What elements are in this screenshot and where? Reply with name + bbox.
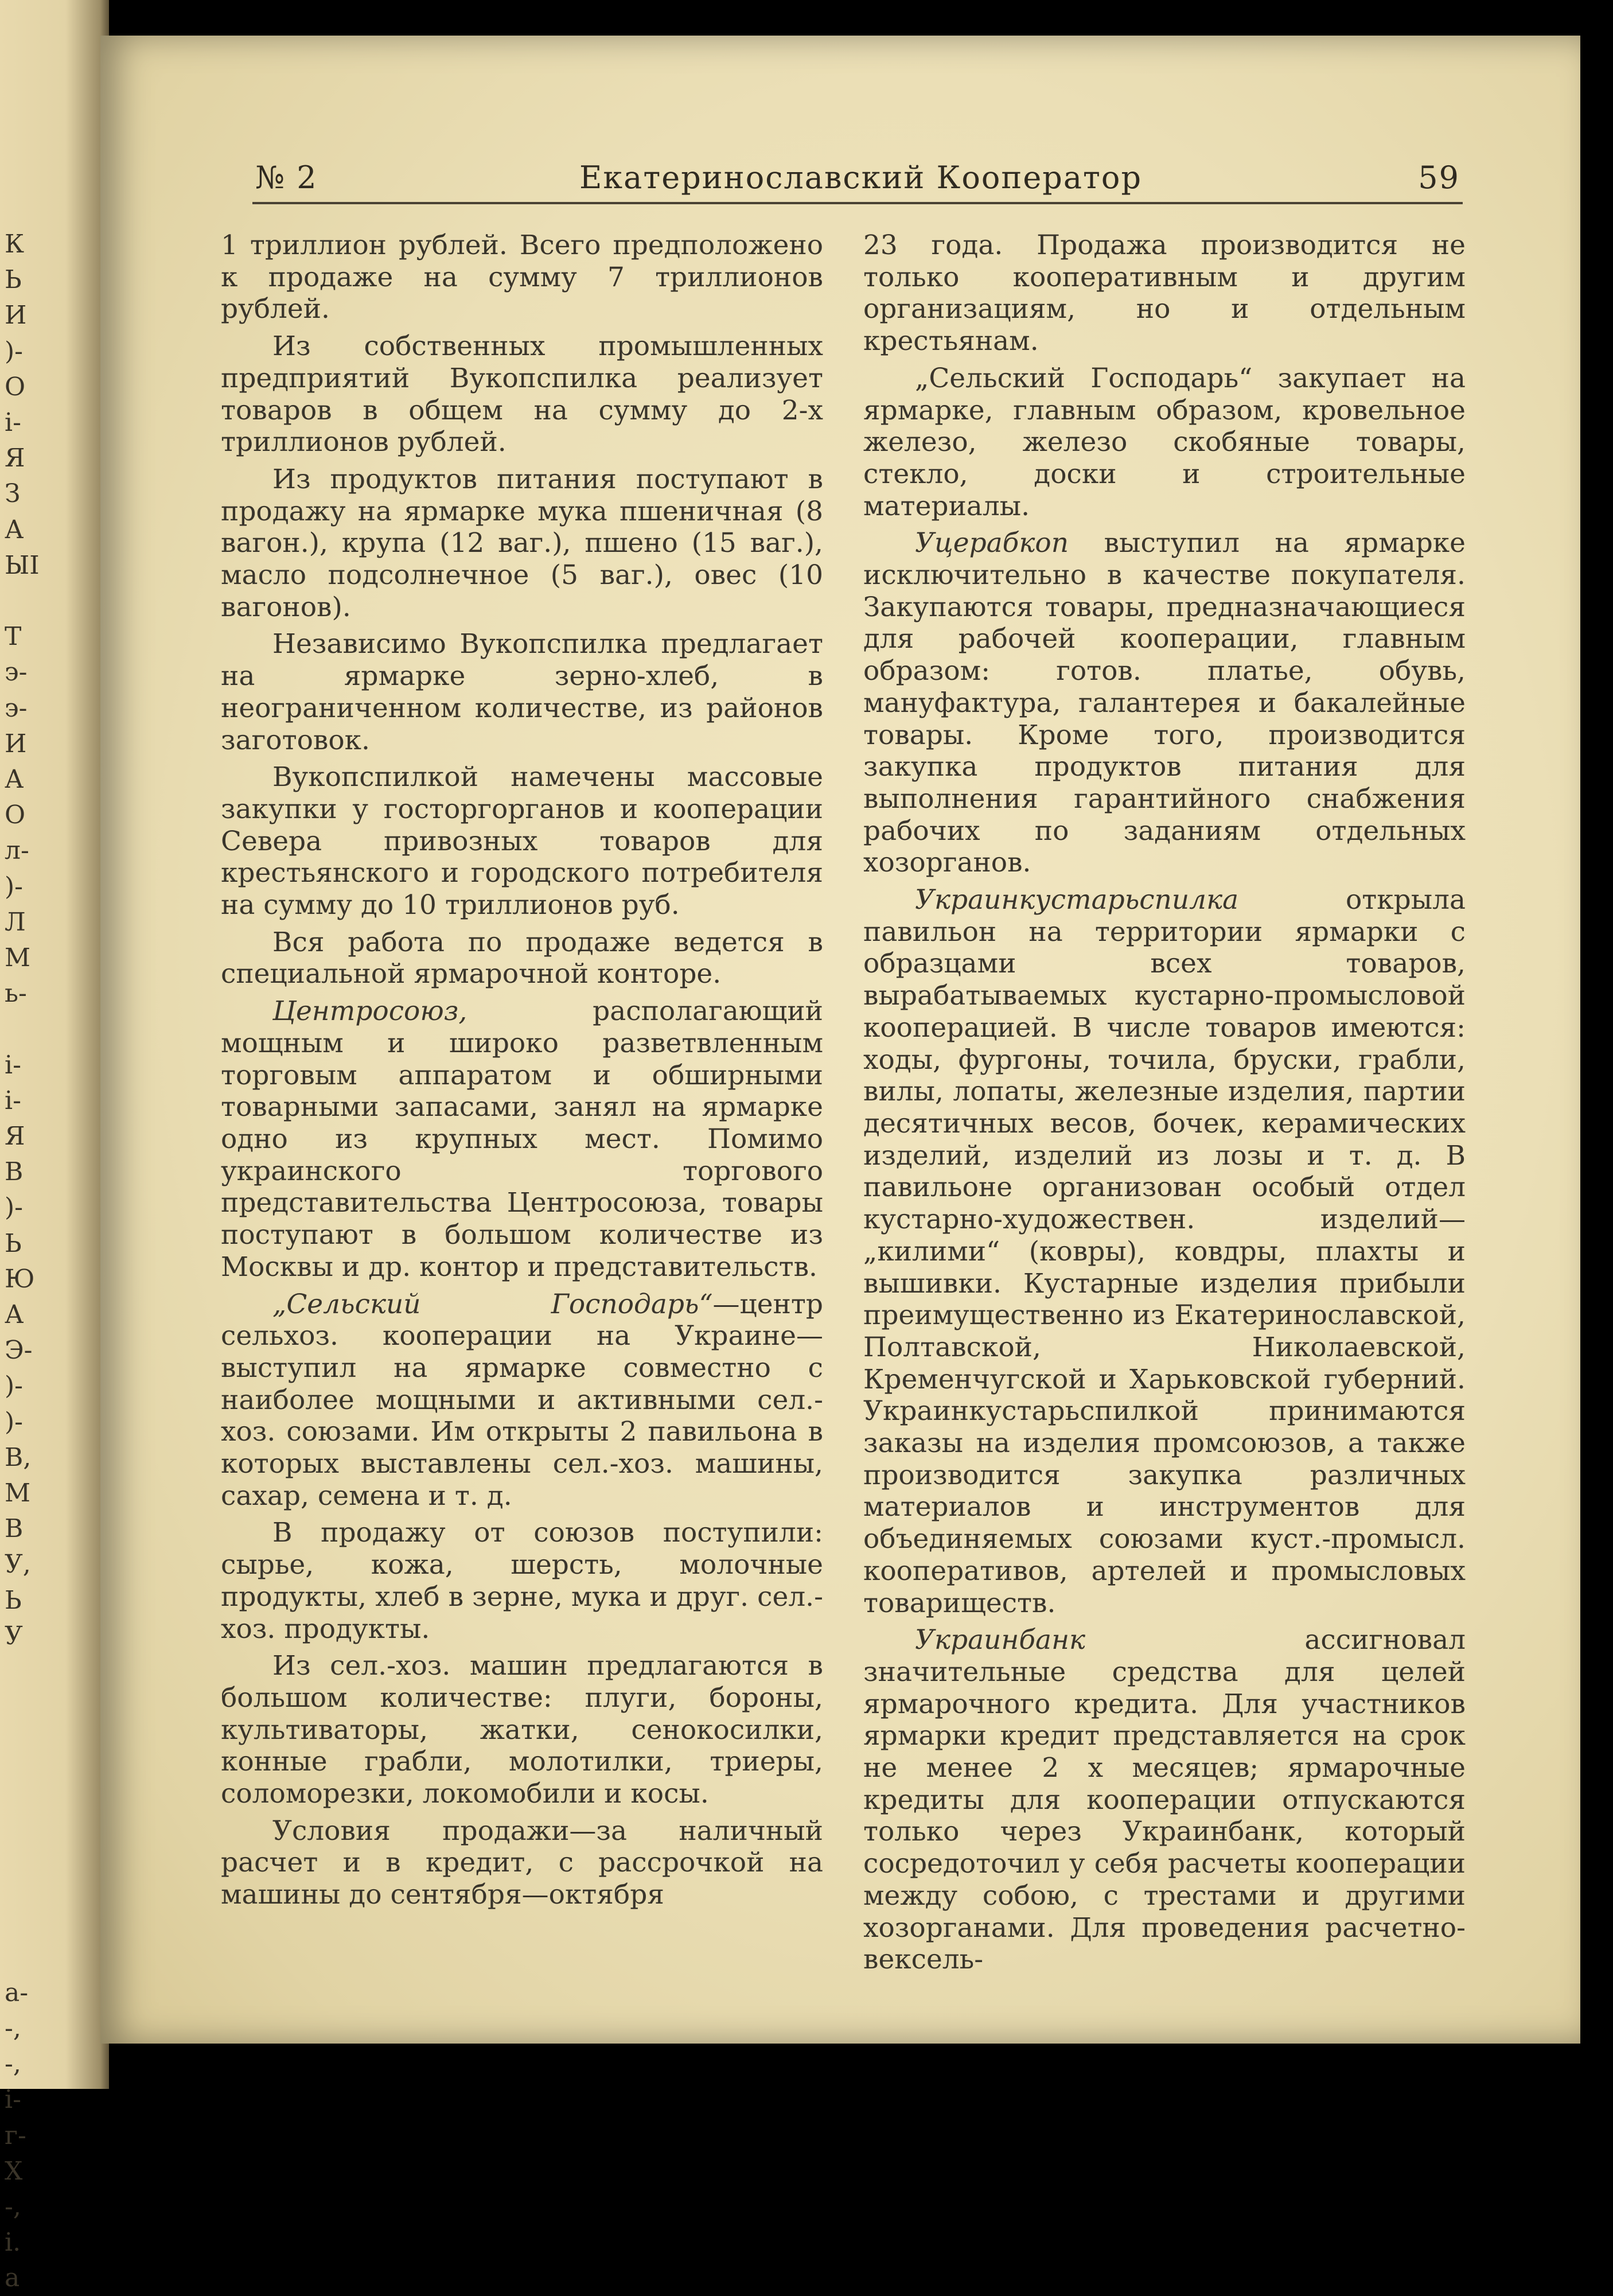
running-header: [152, 159, 1460, 205]
text-run: Условия продажи—за наличный расчет и в кредит, с рассрочкой на машины до сентября—октября: [221, 1815, 823, 1911]
page-number: 59: [1418, 159, 1460, 196]
adjacent-page-fragment: А: [5, 765, 24, 794]
paragraph: [221, 1517, 823, 1645]
adjacent-page-fragment: і-: [5, 1085, 21, 1115]
text-run: ассигновал значительные средства для целей ярмарочного кредита. Для участников ярмарки кредит представляется на срок не менее 2 х месяцев; ярмарочные кредиты для кооперации отпускаются только через Украинбанк, который сосредоточил у себя расчеты кооперации между собою, с трестами и другими хозорганами. Для проведения расчетно-вексель-: [863, 1624, 1466, 1976]
adjacent-page-fragment: Э-: [5, 1336, 33, 1365]
adjacent-page-fragment: Х: [5, 2156, 23, 2186]
adjacent-page-fragment: А: [5, 515, 24, 544]
header-rule: [252, 202, 1463, 204]
journal-title: Екатеринославский Кооператор: [579, 159, 1143, 196]
adjacent-page-fragment: В: [5, 1514, 24, 1544]
adjacent-page-fragment: і-: [5, 408, 21, 437]
text-run: выступил на ярмарке исключительно в качестве покупателя. Закупаются товары, предназначающиеся для рабочей кооперации, главным образом: готов. платье, обувь, мануфактура, галантерея и бакалейные товары. Кроме того, производится закупка продуктов питания для выполнения гарантийного снабжения рабочих по заданиям отдельных хозорганов.: [863, 527, 1466, 879]
adjacent-page-fragment: і-: [5, 2085, 21, 2115]
adjacent-page-fragment: а-: [5, 1978, 29, 2007]
paragraph: [221, 1289, 823, 1512]
adjacent-page-fragment: -,: [5, 2049, 21, 2079]
adjacent-page-fragment: У: [5, 1621, 23, 1651]
text-run: Из собственных промышленных предприятий Вукопспилка реализует товаров в общем на сумму до 2-х триллионов рублей.: [221, 330, 823, 458]
adjacent-page-fragment: А: [5, 1300, 24, 1329]
paragraph: [863, 229, 1466, 357]
adjacent-page-fragment: Ю: [5, 1264, 35, 1294]
adjacent-page-fragment: і.: [5, 2228, 21, 2258]
paragraph: [221, 464, 823, 624]
text-run: 1 триллион рублей. Всего предположено к продаже на сумму 7 триллионов рублей.: [221, 229, 823, 325]
paragraph: [221, 1815, 823, 1911]
adjacent-page-fragment: э-: [5, 657, 28, 687]
text-run: Из сел.-хоз. машин предлагаются в большом количестве: плуги, бороны, культиваторы, жатки, сенокосилки, конные грабли, молотилки, триеры, соломорезки, локомобили и косы.: [221, 1650, 823, 1810]
paragraph: [863, 1624, 1466, 1976]
adjacent-page-fragment: л-: [5, 836, 29, 866]
text-run: Независимо Вукопспилка предлагает на ярмарке зерно-хлеб, в неограниченном количестве, из районов заготовок.: [221, 628, 823, 756]
adjacent-page-fragment: )-: [5, 1371, 24, 1401]
adjacent-page-fragment: )-: [5, 871, 24, 901]
paragraph: [221, 995, 823, 1283]
adjacent-page-fragment: М: [5, 1478, 31, 1508]
adjacent-page-fragment: К: [5, 229, 25, 259]
text-run: „Сельский Господарь“ закупает на ярмарке, главным образом, кровельное железо, железо скобяные товары, стекло, доски и строительные материалы.: [863, 362, 1466, 522]
adjacent-page-fragment: В: [5, 1157, 24, 1187]
adjacent-page-fragment: Ь: [5, 265, 22, 295]
adjacent-page-fragment: О: [5, 800, 26, 830]
adjacent-page-fragment: )-: [5, 336, 24, 366]
organization-name: Украинбанк: [915, 1624, 1086, 1656]
adjacent-page-fragment: О: [5, 372, 26, 402]
adjacent-page-fragment: а: [5, 2263, 20, 2293]
adjacent-page-fragment: Ь: [5, 1585, 22, 1615]
adjacent-page-fragment: ь-: [5, 979, 27, 1009]
paragraph: [221, 628, 823, 756]
text-run: располагающий мощным и широко разветвленным торговым аппаратом и обширными товарными запасами, занял на ярмарке одно из крупных мест. Помимо украинского торгового представительства Центросоюза, товары поступают в большом количестве из Москвы и др. контор и представительств.: [221, 995, 823, 1283]
adjacent-page-edge: [0, 0, 109, 2293]
text-column-right: [863, 229, 1466, 1981]
paragraph: [863, 527, 1466, 879]
adjacent-page-fragment: і-: [5, 1050, 21, 1080]
adjacent-page-fragment: Л: [5, 907, 26, 937]
text-run: открыла павильон на территории ярмарки с образцами всех товаров, вырабатываемых кустарно-промысловой кооперацией. В числе товаров имеются: ходы, фургоны, точила, бруски, грабли, вилы, лопаты, железные изделия, партии десятичных весов, бочек, керамических изделий, изделий из лозы и т. д. В павильоне организован особый отдел кустарно-художествен. изделий—„килими“ (ковры), ковдры, плахты и вышивки. Кустарные изделия прибыли преимущественно из Екатеринославской, Полтавской, Николаевской, Кременчугской и Харьковской губерний. Украинкустарьспилкой принимаются заказы на изделия промсоюзов, а также производится закупка различных материалов и инструментов для объединяемых союзами куст.-промысл. кооперативов, артелей и промысловых товариществ.: [863, 884, 1466, 1619]
adjacent-page-fragment: Ь: [5, 1228, 22, 1258]
adjacent-page-fragment: И: [5, 301, 27, 330]
paragraph: [863, 363, 1466, 523]
text-run: Из продуктов питания поступают в продажу на ярмарке мука пшеничная (8 вагон.), крупа (12 ваг.), пшено (15 ваг.), масло подсолнечное (5 ваг.), овес (10 вагонов).: [221, 463, 823, 623]
text-run: Вся работа по продаже ведется в специальной ярмарочной конторе.: [221, 926, 823, 990]
adjacent-page-fragment: Я: [5, 443, 25, 473]
adjacent-page-fragment: ЫІ: [5, 550, 40, 580]
text-run: —центр сельхоз. кооперации на Украине—выступил на ярмарке совместно с наиболее мощными и активными сел.-хоз. союзами. Им открыты 2 павильона в которых выставлены сел.-хоз. машины, сахар, семена и т. д.: [221, 1288, 823, 1512]
organization-name: Центросоюз,: [272, 995, 467, 1028]
organization-name: „Сельский Господарь“: [272, 1288, 713, 1320]
adjacent-page-fragment: З: [5, 479, 21, 509]
text-run: В продажу от союзов поступили: сырье, кожа, шерсть, молочные продукты, хлеб в зерне, мука и друг. сел.-хоз. продукты.: [221, 1517, 823, 1645]
adjacent-page-fragment: Я: [5, 1122, 25, 1151]
adjacent-page-fragment: )-: [5, 1193, 24, 1223]
paragraph: [221, 229, 823, 325]
adjacent-page-fragment: г-: [5, 2120, 26, 2150]
paragraph: [221, 761, 823, 921]
adjacent-page-fragment: И: [5, 729, 27, 758]
issue-number: № 2: [255, 159, 318, 196]
organization-name: Украинкустарьспилка: [915, 884, 1239, 916]
organization-name: Уцерабкоп: [915, 527, 1069, 559]
adjacent-page-fragment: В,: [5, 1442, 32, 1472]
adjacent-page-fragment: -,: [5, 2192, 21, 2221]
paragraph: [221, 927, 823, 990]
text-run: Вукопспилкой намечены массовые закупки у госторгорганов и кооперации Севера привозных товаров для крестьянского и городского потребителя на сумму до 10 триллионов руб.: [221, 761, 823, 921]
adjacent-page-fragment: М: [5, 943, 31, 972]
text-run: 23 года. Продажа производится не только кооперативным и другим организациям, но и отдельным крестьянам.: [863, 229, 1466, 357]
paragraph: [221, 330, 823, 458]
adjacent-page-fragment: Т: [5, 622, 22, 652]
adjacent-page-fragment: -,: [5, 2014, 21, 2043]
adjacent-page-fragment: )-: [5, 1407, 24, 1437]
adjacent-page-fragment: У,: [5, 1550, 31, 1579]
adjacent-page-fragment: э-: [5, 693, 28, 723]
text-column-left: [221, 229, 823, 1916]
paragraph: [221, 1650, 823, 1810]
paragraph: [863, 884, 1466, 1619]
